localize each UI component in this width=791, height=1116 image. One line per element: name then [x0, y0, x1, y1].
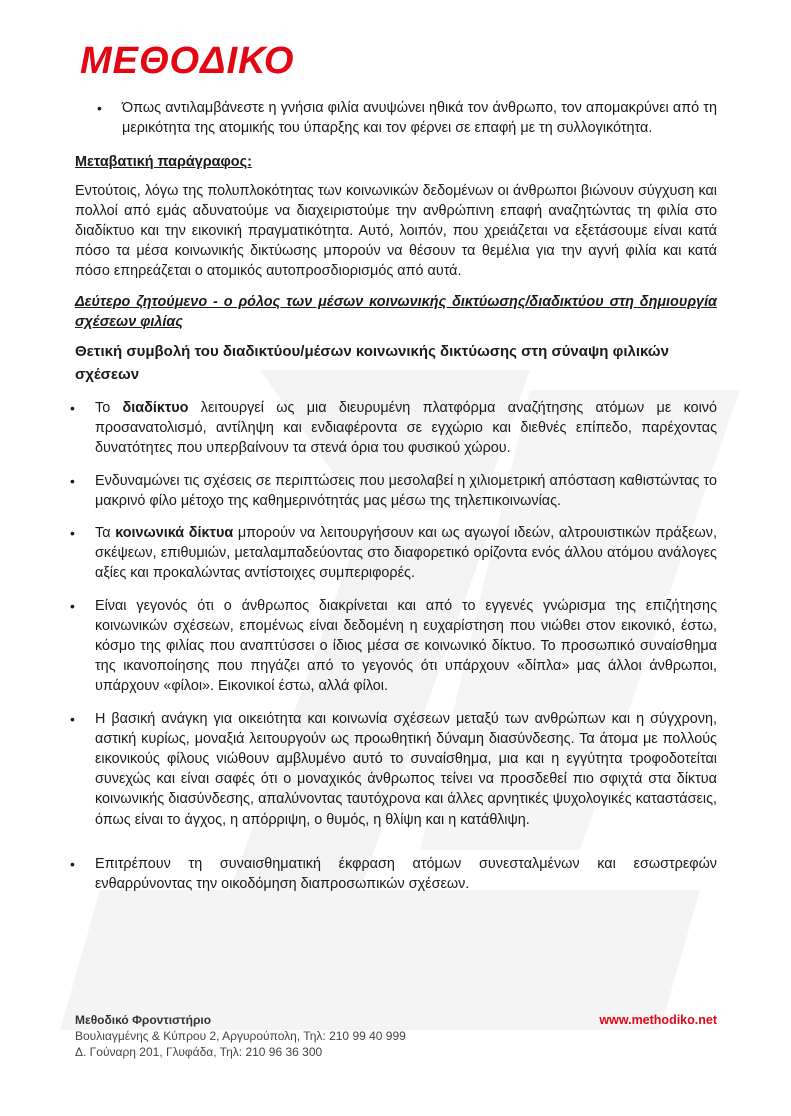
intro-bullet [75, 98, 717, 138]
bullet-dot: • [70, 855, 75, 872]
second-question-heading: Δεύτερο ζητούμενο - ο ρόλος των μέσων κοινωνικής δικτύωσης/διαδικτύου στη δημιουργία σχέσεων φιλίας [75, 293, 717, 330]
list-item [70, 596, 717, 697]
page-footer [75, 1012, 717, 1060]
methodiko-logo [80, 40, 330, 80]
list-item [70, 523, 717, 584]
intro-bullet-text: Όπως αντιλαμβάνεστε η γνήσια φιλία ανυψώνει ηθικά τον άνθρωπο, τον απομακρύνει από τη μερικότητα της ατομικής του ύπαρξης και τον φέρνει σε επαφή με τη συλλογικότητα. [122, 100, 717, 137]
bullet-text: Επιτρέπουν τη συναισθηματική έκφραση ατόμων συνεσταλμένων και εσωστρεφών ενθαρρύνοντας την οικοδόμηση διαπροσωπικών σχέσεων. [95, 855, 717, 893]
footer-website-link[interactable]: www.methodiko.net [599, 1013, 717, 1027]
footer-company: Μεθοδικό Φροντιστήριο [75, 1013, 212, 1027]
list-item [70, 398, 717, 459]
list-item [70, 471, 717, 511]
bullet-dot: • [70, 400, 75, 417]
bullet-text: μπορούν να λειτουργήσουν και ως αγωγοί ιδεών, αλτρουιστικών πράξεων, σκέψεων, επιθυμιών, μεταλαμπαδεύοντας στο διαφορετικό ορίζοντα ενός άλλου ατόμου ανάλογες αξίες και προκαλώντας αντίστοιχες συμπεριφορές. [95, 525, 717, 582]
bullet-dot: • [70, 472, 75, 489]
bullet-text: λειτουργεί ως μια διευρυμένη πλατφόρμα αναζήτησης ατόμων με κοινό προσανατολισμό, αντίληψη και ενδιαφέροντα σε εγχώριο και διεθνές επίπεδο, παρέχοντας δυνατότητες που υπερβαίνουν τα στενά όρια του φυσικού χώρου. [95, 400, 717, 457]
bullet-dot: • [70, 525, 75, 542]
bullet-text: Τα [95, 525, 116, 542]
footer-address-2: Δ. Γούναρη 201, Γλυφάδα, Τηλ: 210 96 36 300 [75, 1045, 323, 1059]
bullet-text: Είναι γεγονός ότι ο άνθρωπος διακρίνεται και από το εγγενές γνώρισμα της επιζήτησης κοινωνικών σχέσεων, επομένως είναι δεδομένη η ευχαρίστηση που νιώθει στον εικονικό, έστω, κόσμο της φιλίας που αναπτύσσει ο ίδιος μέσα σε κοινωνικό δίκτυο. Το προσωπικό συναίσθημα της ικανοποίησης που πηγάζει από το γεγονός ότι υπάρχουν «δίπλα» μας άλλοι άνθρωποι, υπάρχουν «φίλοι». Εικονικοί έστω, αλλά φίλοι. [95, 597, 717, 695]
bullet-dot: • [70, 710, 75, 727]
logo-text: ΜΕΘΟΔΙΚΟ [80, 40, 295, 80]
bullet-text: Η βασική ανάγκη για οικειότητα και κοινωνία σχέσεων μεταξύ των ανθρώπων και η σύγχρονη, αστική κυρίως, μοναξιά λειτουργούν ως προωθητική δύναμη διασύνδεσης. Τα άτομα με πολλούς εικονικούς φίλους νιώθουν αμβλυμένο αυτό το συναίσθημα, μια και η εγγύτητα τροφοδοτείται συνεχώς και είναι σαφές ότι ο μοναχικός άνθρωπος τείνει να προσδεθεί πιο σφιχτά στα δίκτυα κοινωνικής διασύνδεσης, απαλύνοντας ταυτόχρονα και άλλες αρνητικές ψυχολογικές καταστάσεις, όπως είναι το άγχος, η απόρριψη, ο θυμός, η θλίψη και η κατάθλιψη. [95, 710, 717, 828]
bullet-text: Το [95, 400, 123, 417]
bullet-text: Ενδυναμώνει τις σχέσεις σε περιπτώσεις που μεσολαβεί η χιλιομετρική απόσταση καθιστώντας το μακρινό φίλο μέτοχο της καθημερινότητάς μας μέσω της τηλεπικοινωνίας. [95, 472, 717, 509]
positive-contribution-subheading: Θετική συμβολή του διαδικτύου/μέσων κοινωνικής δικτύωσης στη σύναψη φιλικών σχέσεων [75, 343, 669, 384]
footer-address-1: Βουλιαγμένης & Κύπρου 2, Αργυρούπολη, Τηλ: 210 99 40 999 [75, 1029, 406, 1043]
transition-heading: Μεταβατική παράγραφος: [75, 154, 252, 171]
bold-term-social-networks: κοινωνικά δίκτυα [115, 525, 234, 542]
list-item [70, 854, 717, 894]
bold-term-internet: διαδίκτυο [122, 400, 189, 417]
transition-paragraph: Εντούτοις, λόγω της πολυπλοκότητας των κοινωνικών δεδομένων οι άνθρωποι βιώνουν σύγχυση και πολλοί από εμάς αδυνατούμε να διαχειριστούμε την ανθρώπινη επαφή αναζητώντας τη φιλία στο διαδίκτυο και την εικονική πραγματικότητα. Αυτό, λοιπόν, που χρειάζεται να εξετάσουμε είναι κατά πόσο τα μέσα κοινωνικής δικτύωσης μπορούν να θέσουν τα θεμέλια για την αγνή φιλία και κατά πόσο επηρεάζεται ο ατομικός αυτοπροσδιορισμός από αυτά. [75, 182, 717, 280]
list-item [70, 709, 717, 830]
document-body [70, 98, 717, 894]
bullet-dot: • [97, 100, 102, 116]
bullet-dot: • [70, 597, 75, 614]
